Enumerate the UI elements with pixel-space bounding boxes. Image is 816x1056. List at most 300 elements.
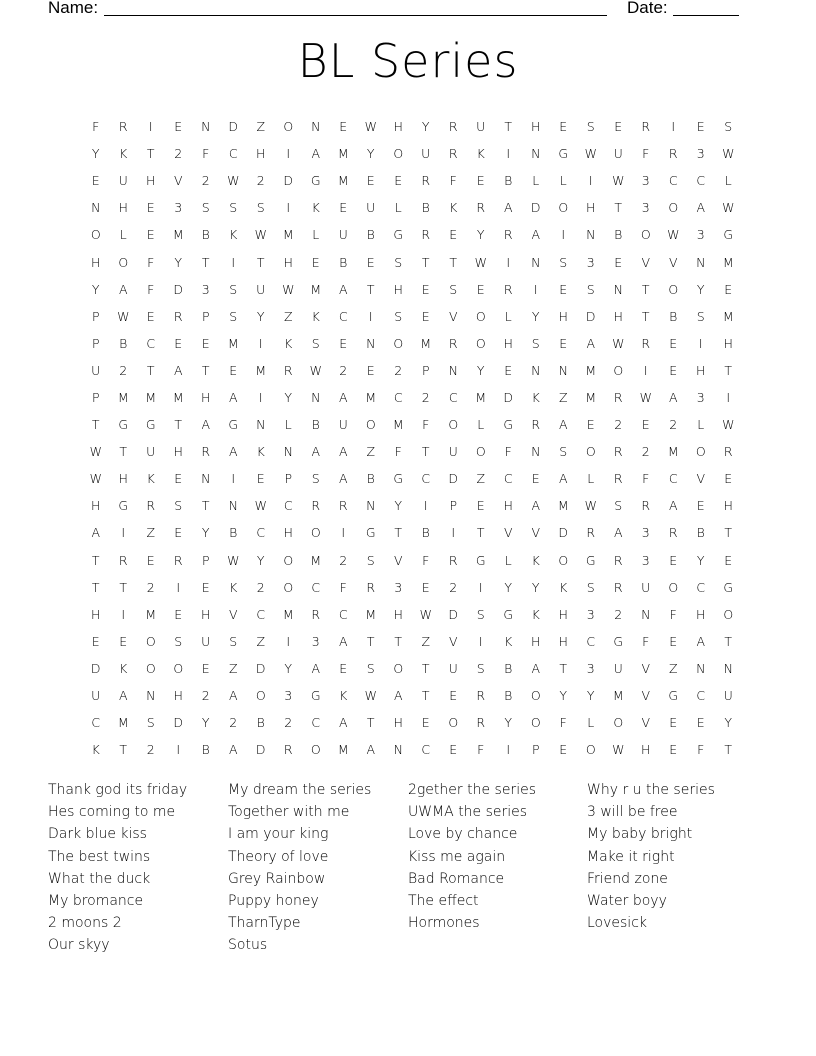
grid-letter: C: [338, 606, 348, 622]
grid-letter: R: [531, 417, 541, 433]
word-list-item: Make it right: [587, 848, 675, 865]
grid-letter: E: [641, 417, 650, 433]
grid-letter: O: [310, 525, 321, 541]
grid-letter: T: [504, 119, 513, 135]
grid-letter: 2: [174, 146, 183, 162]
grid-letter: C: [256, 606, 266, 622]
grid-letter: W: [419, 606, 432, 622]
grid-letter: R: [118, 552, 128, 568]
grid-row: [82, 438, 742, 465]
grid-row: [82, 276, 742, 303]
grid-letter: Y: [284, 660, 293, 676]
grid-letter: D: [90, 660, 101, 676]
grid-letter: U: [338, 417, 348, 433]
grid-letter: Y: [531, 579, 540, 595]
grid-letter: U: [366, 200, 376, 216]
grid-letter: M: [612, 688, 624, 704]
grid-letter: Y: [696, 281, 705, 297]
grid-letter: R: [366, 579, 376, 595]
grid-letter: T: [146, 146, 155, 162]
grid-letter: H: [201, 606, 211, 622]
grid-letter: O: [668, 579, 679, 595]
grid-letter: R: [146, 498, 156, 514]
grid-letter: F: [394, 444, 402, 460]
grid-letter: E: [476, 281, 485, 297]
grid-letter: R: [421, 173, 431, 189]
grid-letter: O: [173, 660, 184, 676]
grid-letter: H: [641, 742, 651, 758]
grid-letter: N: [531, 362, 541, 378]
grid-letter: A: [173, 362, 183, 378]
grid-letter: R: [476, 200, 486, 216]
grid-letter: E: [366, 254, 375, 270]
grid-letter: E: [449, 742, 458, 758]
grid-letter: U: [476, 119, 486, 135]
grid-letter: I: [148, 119, 153, 135]
grid-letter: N: [448, 362, 458, 378]
grid-letter: M: [172, 389, 184, 405]
grid-letter: I: [258, 335, 263, 351]
grid-letter: Y: [421, 119, 430, 135]
grid-letter: O: [118, 254, 129, 270]
grid-letter: N: [228, 498, 238, 514]
grid-letter: C: [696, 579, 706, 595]
grid-row: [82, 709, 742, 736]
grid-letter: F: [642, 146, 650, 162]
grid-letter: R: [448, 119, 458, 135]
grid-letter: D: [283, 173, 294, 189]
grid-letter: L: [284, 417, 292, 433]
grid-letter: M: [117, 389, 129, 405]
grid-letter: H: [283, 254, 293, 270]
grid-letter: S: [146, 715, 155, 731]
grid-letter: A: [311, 444, 321, 460]
grid-letter: C: [311, 579, 321, 595]
grid-letter: W: [254, 498, 267, 514]
grid-letter: H: [146, 173, 156, 189]
grid-letter: N: [256, 417, 266, 433]
grid-letter: Y: [476, 227, 485, 243]
grid-letter: O: [393, 146, 404, 162]
grid-letter: O: [530, 715, 541, 731]
grid-letter: A: [338, 444, 348, 460]
grid-letter: C: [448, 389, 458, 405]
grid-letter: M: [310, 281, 322, 297]
grid-letter: S: [559, 444, 568, 460]
grid-letter: T: [476, 525, 485, 541]
grid-letter: D: [530, 200, 541, 216]
grid-letter: A: [503, 200, 513, 216]
grid-letter: 2: [201, 173, 210, 189]
grid-letter: A: [531, 498, 541, 514]
grid-letter: R: [613, 471, 623, 487]
grid-row: [82, 547, 742, 574]
grid-letter: E: [174, 525, 183, 541]
grid-letter: I: [506, 742, 511, 758]
word-list-item: My baby bright: [587, 826, 693, 843]
grid-letter: 3: [311, 633, 320, 649]
grid-letter: K: [449, 200, 458, 216]
grid-letter: A: [228, 688, 238, 704]
grid-letter: D: [228, 119, 239, 135]
grid-letter: E: [421, 579, 430, 595]
grid-letter: V: [641, 660, 651, 676]
grid-letter: N: [283, 444, 293, 460]
grid-letter: M: [337, 742, 349, 758]
grid-letter: 3: [586, 660, 595, 676]
word-list-item: 2 moons 2: [48, 915, 122, 932]
grid-letter: E: [696, 715, 705, 731]
grid-letter: O: [640, 227, 651, 243]
grid-letter: 2: [339, 552, 348, 568]
grid-letter: G: [310, 688, 321, 704]
grid-letter: 2: [146, 579, 155, 595]
grid-letter: B: [229, 525, 238, 541]
grid-letter: E: [559, 281, 568, 297]
grid-letter: I: [506, 146, 511, 162]
grid-letter: E: [366, 173, 375, 189]
grid-row: [82, 601, 742, 628]
grid-letter: B: [421, 525, 430, 541]
grid-letter: 2: [669, 417, 678, 433]
word-list-item: Grey Rainbow: [228, 870, 326, 887]
grid-letter: Y: [696, 552, 705, 568]
grid-letter: M: [667, 444, 679, 460]
grid-letter: H: [393, 715, 403, 731]
grid-letter: E: [146, 552, 155, 568]
grid-letter: C: [228, 146, 238, 162]
grid-letter: Y: [201, 525, 210, 541]
grid-letter: R: [421, 227, 431, 243]
grid-letter: S: [586, 579, 595, 595]
grid-letter: O: [145, 660, 156, 676]
grid-letter: C: [586, 633, 596, 649]
grid-letter: K: [91, 742, 100, 758]
grid-letter: K: [146, 471, 155, 487]
grid-letter: T: [91, 417, 100, 433]
grid-letter: A: [201, 417, 211, 433]
date-label: Date:: [627, 0, 668, 17]
grid-letter: N: [366, 335, 376, 351]
grid-letter: E: [256, 471, 265, 487]
grid-letter: L: [504, 552, 512, 568]
grid-letter: Z: [366, 444, 376, 460]
grid-letter: D: [558, 525, 569, 541]
grid-letter: A: [531, 227, 541, 243]
grid-letter: O: [585, 742, 596, 758]
grid-letter: A: [338, 633, 348, 649]
grid-letter: H: [256, 146, 266, 162]
grid-letter: H: [118, 200, 128, 216]
grid-letter: U: [91, 688, 101, 704]
grid-letter: U: [613, 660, 623, 676]
grid-letter: S: [449, 281, 458, 297]
grid-letter: H: [723, 335, 733, 351]
grid-letter: I: [176, 579, 181, 595]
grid-letter: C: [668, 173, 678, 189]
grid-letter: S: [394, 308, 403, 324]
grid-letter: G: [145, 417, 156, 433]
grid-letter: 3: [284, 688, 293, 704]
grid-letter: B: [119, 335, 128, 351]
grid-letter: L: [724, 173, 732, 189]
grid-letter: V: [173, 173, 183, 189]
word-column: [408, 779, 536, 934]
grid-letter: O: [365, 417, 376, 433]
name-blank-line: [104, 15, 607, 16]
grid-row: [82, 628, 742, 655]
word-list-item: My dream the series: [228, 782, 372, 798]
grid-letter: B: [366, 227, 375, 243]
grid-letter: M: [585, 389, 597, 405]
grid-letter: W: [474, 254, 487, 270]
grid-letter: H: [173, 444, 183, 460]
grid-letter: S: [476, 606, 485, 622]
word-list-item: Hes coming to me: [48, 804, 176, 821]
grid-letter: H: [531, 119, 541, 135]
word-list-item: Water boyy: [587, 892, 667, 909]
grid-letter: M: [365, 606, 377, 622]
grid-letter: N: [393, 742, 403, 758]
grid-letter: R: [641, 498, 651, 514]
word-list-item: Theory of love: [228, 848, 329, 865]
grid-letter: 2: [146, 742, 155, 758]
grid-letter: C: [503, 471, 513, 487]
grid-letter: Y: [256, 552, 265, 568]
grid-letter: D: [173, 281, 184, 297]
grid-letter: L: [697, 417, 705, 433]
grid-letter: E: [669, 335, 678, 351]
grid-letter: S: [174, 633, 183, 649]
word-list: [48, 779, 768, 979]
word-list-item: Sotus: [228, 937, 268, 954]
grid-letter: E: [201, 660, 210, 676]
grid-letter: G: [613, 633, 624, 649]
grid-letter: 2: [119, 362, 128, 378]
grid-letter: N: [311, 389, 321, 405]
grid-letter: R: [476, 715, 486, 731]
grid-letter: G: [475, 552, 486, 568]
grid-letter: 2: [201, 688, 210, 704]
grid-letter: O: [393, 660, 404, 676]
word-list-item: I am your king: [228, 826, 329, 843]
grid-letter: 2: [421, 389, 430, 405]
grid-letter: O: [310, 742, 321, 758]
grid-row: [82, 167, 742, 194]
grid-letter: T: [91, 552, 100, 568]
grid-letter: T: [119, 579, 128, 595]
grid-letter: D: [255, 742, 266, 758]
grid-letter: I: [231, 471, 236, 487]
grid-letter: Y: [201, 715, 210, 731]
grid-letter: F: [92, 119, 100, 135]
grid-letter: V: [696, 471, 706, 487]
grid-letter: Y: [174, 254, 183, 270]
grid-letter: L: [394, 200, 402, 216]
grid-letter: H: [696, 606, 706, 622]
grid-letter: N: [586, 227, 596, 243]
grid-letter: V: [531, 525, 541, 541]
grid-letter: C: [91, 715, 101, 731]
grid-letter: V: [448, 308, 458, 324]
grid-letter: 3: [394, 579, 403, 595]
grid-letter: I: [286, 146, 291, 162]
grid-letter: I: [341, 525, 346, 541]
grid-letter: V: [228, 606, 238, 622]
grid-letter: B: [504, 173, 513, 189]
grid-letter: G: [393, 227, 404, 243]
grid-letter: T: [641, 281, 650, 297]
grid-letter: N: [91, 200, 101, 216]
grid-letter: O: [448, 417, 459, 433]
grid-letter: R: [723, 444, 733, 460]
grid-letter: F: [477, 742, 485, 758]
grid-letter: O: [695, 444, 706, 460]
grid-letter: L: [587, 715, 595, 731]
grid-letter: W: [364, 688, 377, 704]
grid-letter: I: [726, 389, 731, 405]
grid-letter: T: [366, 633, 375, 649]
grid-letter: F: [504, 444, 512, 460]
grid-letter: K: [229, 579, 238, 595]
grid-row: [82, 113, 742, 140]
grid-row: [82, 492, 742, 519]
grid-letter: R: [283, 742, 293, 758]
grid-letter: I: [506, 254, 511, 270]
grid-letter: M: [475, 389, 487, 405]
grid-letter: W: [227, 552, 240, 568]
grid-letter: Y: [504, 579, 513, 595]
grid-letter: K: [504, 633, 513, 649]
grid-letter: T: [201, 254, 210, 270]
grid-letter: U: [201, 633, 211, 649]
grid-letter: R: [613, 579, 623, 595]
grid-letter: O: [475, 444, 486, 460]
grid-letter: U: [448, 444, 458, 460]
grid-letter: U: [91, 362, 101, 378]
grid-letter: C: [256, 525, 266, 541]
grid-letter: W: [639, 389, 652, 405]
grid-letter: E: [476, 498, 485, 514]
grid-letter: Y: [531, 308, 540, 324]
grid-letter: L: [312, 227, 320, 243]
grid-letter: C: [421, 742, 431, 758]
grid-letter: R: [448, 146, 458, 162]
grid-letter: W: [89, 471, 102, 487]
grid-letter: O: [723, 606, 734, 622]
grid-letter: Z: [421, 633, 431, 649]
grid-letter: G: [503, 606, 514, 622]
grid-letter: E: [339, 200, 348, 216]
word-list-item: Love by chance: [408, 826, 518, 843]
page-title: BL Series: [297, 34, 519, 88]
grid-letter: N: [696, 254, 706, 270]
grid-letter: H: [558, 606, 568, 622]
grid-letter: O: [475, 308, 486, 324]
grid-letter: N: [366, 498, 376, 514]
word-column: [228, 779, 371, 957]
grid-letter: E: [146, 227, 155, 243]
grid-letter: N: [201, 119, 211, 135]
grid-letter: H: [586, 200, 596, 216]
grid-row: [82, 465, 742, 492]
grid-letter: S: [586, 281, 595, 297]
grid-letter: E: [696, 498, 705, 514]
grid-letter: D: [448, 606, 459, 622]
grid-letter: P: [531, 742, 540, 758]
grid-letter: A: [118, 281, 128, 297]
grid-letter: I: [478, 633, 483, 649]
grid-letter: 2: [229, 715, 238, 731]
grid-letter: T: [421, 660, 430, 676]
grid-letter: W: [612, 173, 625, 189]
grid-letter: R: [641, 119, 651, 135]
grid-letter: Z: [256, 633, 266, 649]
grid-letter: C: [696, 173, 706, 189]
grid-letter: F: [697, 742, 705, 758]
grid-letter: R: [173, 552, 183, 568]
grid-letter: N: [311, 119, 321, 135]
grid-letter: H: [503, 335, 513, 351]
grid-letter: Y: [504, 715, 513, 731]
grid-letter: O: [613, 362, 624, 378]
grid-letter: A: [228, 444, 238, 460]
grid-letter: S: [614, 498, 623, 514]
grid-letter: O: [530, 688, 541, 704]
grid-letter: D: [503, 389, 514, 405]
word-column: [48, 779, 187, 957]
grid-letter: H: [531, 633, 541, 649]
grid-letter: S: [229, 308, 238, 324]
grid-letter: E: [724, 471, 733, 487]
grid-letter: S: [394, 254, 403, 270]
grid-letter: S: [229, 200, 238, 216]
grid-letter: F: [422, 552, 430, 568]
word-list-item: My bromance: [48, 892, 144, 909]
grid-letter: U: [448, 660, 458, 676]
grid-letter: 2: [339, 362, 348, 378]
grid-letter: Z: [228, 660, 238, 676]
grid-row: [82, 140, 742, 167]
grid-letter: T: [559, 660, 568, 676]
grid-letter: B: [696, 525, 705, 541]
grid-letter: O: [558, 552, 569, 568]
grid-letter: E: [146, 308, 155, 324]
grid-letter: K: [256, 444, 265, 460]
word-list-item: Together with me: [228, 804, 350, 821]
grid-letter: 2: [256, 579, 265, 595]
grid-letter: E: [311, 254, 320, 270]
grid-letter: I: [533, 281, 538, 297]
grid-letter: H: [173, 688, 183, 704]
grid-letter: 3: [586, 254, 595, 270]
grid-letter: O: [90, 227, 101, 243]
grid-letter: I: [121, 606, 126, 622]
grid-letter: I: [561, 227, 566, 243]
grid-letter: S: [696, 308, 705, 324]
grid-letter: M: [337, 146, 349, 162]
grid-letter: E: [201, 579, 210, 595]
grid-letter: U: [146, 444, 156, 460]
grid-letter: T: [724, 525, 733, 541]
grid-letter: M: [585, 362, 597, 378]
grid-letter: W: [584, 146, 597, 162]
grid-letter: W: [722, 200, 735, 216]
grid-row: [82, 411, 742, 438]
word-list-item: UWMA the series: [408, 804, 528, 821]
grid-letter: 2: [449, 579, 458, 595]
header-row: [0, 0, 816, 22]
